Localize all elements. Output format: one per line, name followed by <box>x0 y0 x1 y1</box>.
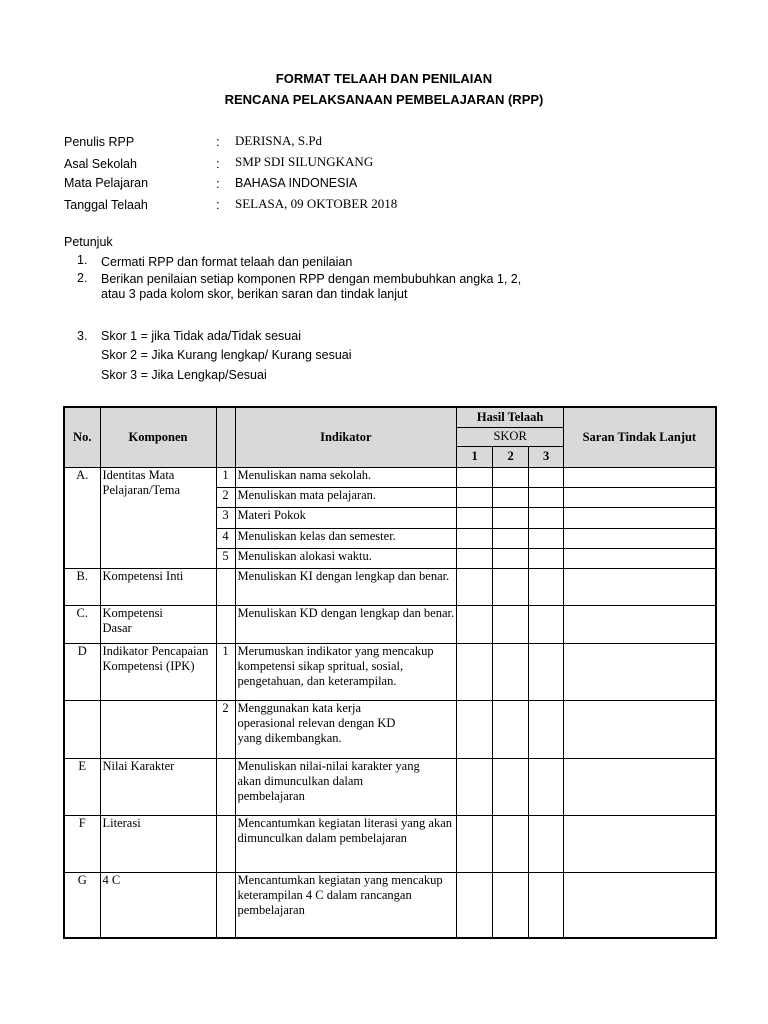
score-cell-1[interactable] <box>457 815 493 872</box>
table-row <box>64 758 716 815</box>
saran-cell[interactable] <box>564 643 716 700</box>
row-komponen: Identitas Mata Pelajaran/Tema <box>100 467 216 568</box>
row-num <box>216 568 235 605</box>
row-no: D <box>64 643 100 700</box>
header-saran: Saran Tindak Lanjut <box>564 407 716 467</box>
instruction-number: 2. <box>77 271 88 285</box>
header-komponen: Komponen <box>100 407 216 467</box>
row-num: 1 <box>216 467 235 487</box>
row-indikator <box>235 758 457 815</box>
score-cell-2[interactable] <box>493 872 529 938</box>
saran-cell[interactable] <box>564 700 716 758</box>
meta-value-penulis: DERISNA, S.Pd <box>235 133 323 148</box>
score-cell-3[interactable] <box>529 528 564 548</box>
header-no: No. <box>64 407 100 467</box>
table-row <box>64 605 716 643</box>
score-cell-2[interactable] <box>493 700 529 758</box>
saran-cell[interactable] <box>564 507 716 528</box>
row-num <box>216 872 235 938</box>
score-cell-1[interactable] <box>457 643 493 700</box>
score-cell-1[interactable] <box>457 700 493 758</box>
instruction-text: Cermati RPP dan format telaah dan penilaian <box>101 255 353 269</box>
row-indikator: Menuliskan alokasi waktu. <box>235 548 457 568</box>
row-komponen <box>100 700 216 758</box>
saran-cell[interactable] <box>564 872 716 938</box>
header-indikator: Indikator <box>235 407 457 467</box>
assessment-table <box>63 406 717 939</box>
meta-label-penulis: Penulis RPP <box>64 135 135 149</box>
row-indikator: Materi Pokok <box>235 507 457 528</box>
row-no: B. <box>64 568 100 605</box>
indikator-text: Mencantumkan kegiatan yang mencakup keterampilan 4 C dalam rancangan pembelajaran <box>237 872 443 917</box>
table-row <box>64 467 716 487</box>
row-num: 1 <box>216 643 235 700</box>
score-cell-3[interactable] <box>529 487 564 507</box>
saran-cell[interactable] <box>564 528 716 548</box>
score-cell-2[interactable] <box>493 643 529 700</box>
score-cell-3[interactable] <box>529 507 564 528</box>
row-indikator: Menuliskan mata pelajaran. <box>235 487 457 507</box>
header-num-blank <box>216 407 235 467</box>
instruction-text-cont: atau 3 pada kolom skor, berikan saran dan tindak lanjut <box>101 287 408 301</box>
score-cell-2[interactable] <box>493 528 529 548</box>
indikator-text: Menuliskan KI dengan lengkap dan benar. <box>237 568 450 583</box>
row-komponen: Kompetensi Dasar <box>100 605 216 643</box>
row-komponen: Literasi <box>100 815 216 872</box>
score-cell-3[interactable] <box>529 548 564 568</box>
saran-cell[interactable] <box>564 487 716 507</box>
row-num: 2 <box>216 487 235 507</box>
score-cell-3[interactable] <box>529 758 564 815</box>
meta-value-mapel: BAHASA INDONESIA <box>235 176 358 190</box>
meta-colon: : <box>216 197 220 212</box>
table-row <box>64 643 716 700</box>
row-num <box>216 605 235 643</box>
meta-label-mapel: Mata Pelajaran <box>64 176 149 190</box>
score-cell-2[interactable] <box>493 605 529 643</box>
row-no: C. <box>64 605 100 643</box>
saran-cell[interactable] <box>564 815 716 872</box>
score-legend-1: Skor 1 = jika Tidak ada/Tidak sesuai <box>101 329 301 343</box>
row-komponen: 4 C <box>100 872 216 938</box>
header-skor-1: 1 <box>457 446 493 467</box>
meta-value-sekolah: SMP SDI SILUNGKANG <box>235 154 374 169</box>
row-indikator <box>235 605 457 643</box>
instructions-heading: Petunjuk <box>64 235 113 249</box>
saran-cell[interactable] <box>564 548 716 568</box>
indikator-text: Menuliskan KD dengan lengkap dan benar. <box>237 605 455 620</box>
header-skor-3: 3 <box>529 446 564 467</box>
row-komponen: Kompetensi Inti <box>100 568 216 605</box>
saran-cell[interactable] <box>564 467 716 487</box>
meta-colon: : <box>216 156 220 171</box>
meta-label-sekolah: Asal Sekolah <box>64 157 137 171</box>
meta-label-tanggal: Tanggal Telaah <box>64 198 148 212</box>
score-cell-3[interactable] <box>529 700 564 758</box>
score-cell-3[interactable] <box>529 568 564 605</box>
indikator-text: Menuliskan nilai-nilai karakter yang akan dimunculkan dalam pembelajaran <box>237 758 420 803</box>
score-cell-1[interactable] <box>457 528 493 548</box>
saran-cell[interactable] <box>564 605 716 643</box>
saran-cell[interactable] <box>564 758 716 815</box>
row-indikator <box>235 872 457 938</box>
row-num <box>216 758 235 815</box>
score-cell-2[interactable] <box>493 758 529 815</box>
instruction-number: 1. <box>77 253 88 267</box>
row-komponen: Nilai Karakter <box>100 758 216 815</box>
score-cell-1[interactable] <box>457 872 493 938</box>
score-cell-3[interactable] <box>529 872 564 938</box>
score-cell-1[interactable] <box>457 487 493 507</box>
row-num: 5 <box>216 548 235 568</box>
row-no: E <box>64 758 100 815</box>
score-legend-2: Skor 2 = Jika Kurang lengkap/ Kurang sesuai <box>101 348 352 362</box>
row-indikator <box>235 568 457 605</box>
saran-cell[interactable] <box>564 568 716 605</box>
score-cell-2[interactable] <box>493 568 529 605</box>
score-cell-3[interactable] <box>529 467 564 487</box>
table-row <box>64 872 716 938</box>
meta-value-tanggal: SELASA, 09 OKTOBER 2018 <box>235 196 398 211</box>
header-hasil-telaah: Hasil Telaah <box>457 407 564 427</box>
indikator-text: Menggunakan kata kerja operasional relevan dengan KD yang dikembangkan. <box>237 700 396 745</box>
row-indikator <box>235 700 457 758</box>
meta-colon: : <box>216 176 220 191</box>
score-cell-3[interactable] <box>529 643 564 700</box>
table-row <box>64 568 716 605</box>
table-row <box>64 700 716 758</box>
row-no: A. <box>64 467 100 568</box>
table-row <box>64 815 716 872</box>
score-cell-3[interactable] <box>529 815 564 872</box>
score-cell-2[interactable] <box>493 507 529 528</box>
score-legend-3: Skor 3 = Jika Lengkap/Sesuai <box>101 368 267 382</box>
row-num: 3 <box>216 507 235 528</box>
indikator-text: Mencantumkan kegiatan literasi yang akan dimunculkan dalam pembelajaran <box>237 815 453 845</box>
score-cell-1[interactable] <box>457 507 493 528</box>
instruction-text: Berikan penilaian setiap komponen RPP dengan membubuhkan angka 1, 2, <box>101 272 522 286</box>
header-skor-2: 2 <box>493 446 529 467</box>
row-indikator: Menuliskan nama sekolah. <box>235 467 457 487</box>
row-no: F <box>64 815 100 872</box>
score-cell-1[interactable] <box>457 758 493 815</box>
score-cell-2[interactable] <box>493 548 529 568</box>
score-cell-1[interactable] <box>457 568 493 605</box>
row-num <box>216 815 235 872</box>
meta-colon: : <box>216 134 220 149</box>
score-cell-1[interactable] <box>457 467 493 487</box>
header-skor: SKOR <box>457 427 564 446</box>
row-no <box>64 700 100 758</box>
score-cell-2[interactable] <box>493 487 529 507</box>
doc-title-line2: RENCANA PELAKSANAAN PEMBELAJARAN (RPP) <box>224 92 544 107</box>
doc-title-line1: FORMAT TELAAH DAN PENILAIAN <box>275 71 493 86</box>
indikator-text: Merumuskan indikator yang mencakup kompetensi sikap spritual, sosial, pengetahuan, dan keterampilan. <box>237 643 434 688</box>
row-num: 4 <box>216 528 235 548</box>
score-cell-1[interactable] <box>457 548 493 568</box>
row-komponen: Indikator Pencapaian Kompetensi (IPK) <box>100 643 216 700</box>
score-cell-3[interactable] <box>529 605 564 643</box>
score-cell-1[interactable] <box>457 605 493 643</box>
row-no: G <box>64 872 100 938</box>
row-indikator <box>235 815 457 872</box>
score-cell-2[interactable] <box>493 467 529 487</box>
row-indikator <box>235 643 457 700</box>
row-num: 2 <box>216 700 235 758</box>
score-cell-2[interactable] <box>493 815 529 872</box>
instruction-number: 3. <box>77 329 88 343</box>
row-indikator: Menuliskan kelas dan semester. <box>235 528 457 548</box>
